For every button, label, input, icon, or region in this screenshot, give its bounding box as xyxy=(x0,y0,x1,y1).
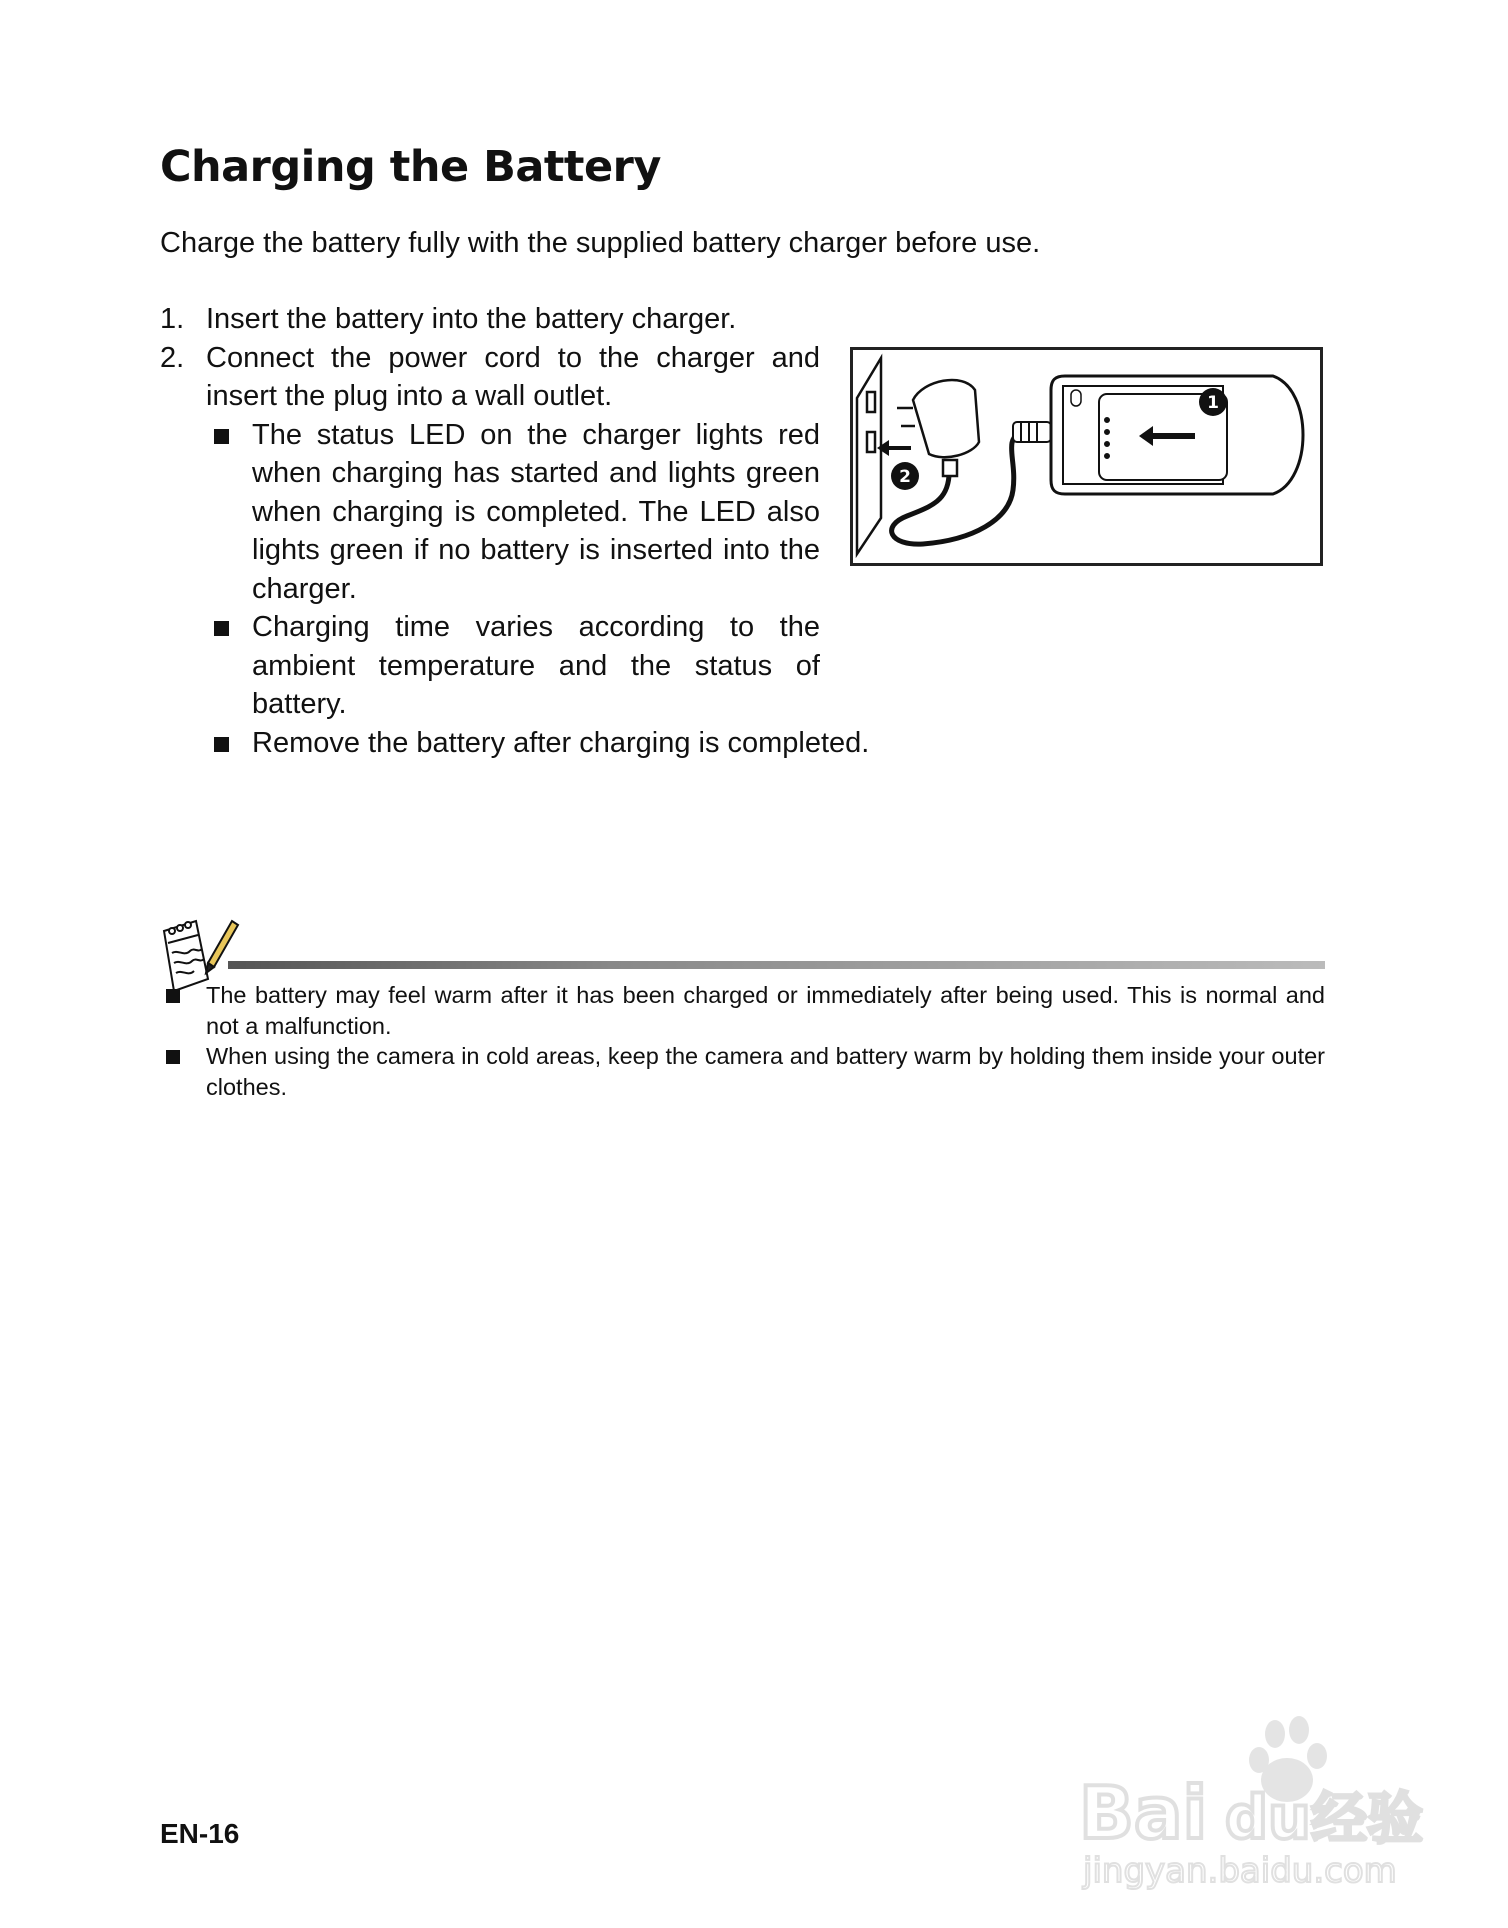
callout-2-icon xyxy=(891,462,919,490)
callout-2-label: 2 xyxy=(899,467,911,487)
note-text: The battery may feel warm after it has been charged or immediately after being used. This is normal and not a malfunction. xyxy=(206,982,1325,1039)
bullet-square-icon xyxy=(214,429,229,444)
bullet-square-icon xyxy=(214,621,229,636)
page-title: Charging the Battery xyxy=(160,142,661,192)
bullet-item xyxy=(206,724,892,763)
wall-outlet xyxy=(857,358,881,554)
step-number: 1. xyxy=(160,303,185,335)
dc-plug xyxy=(1013,422,1051,442)
callout-1-label: 1 xyxy=(1207,393,1219,413)
step-text: Insert the battery into the battery charger. xyxy=(206,303,737,335)
svg-text:du: du xyxy=(1225,1783,1311,1853)
bullet-text: Remove the battery after charging is completed. xyxy=(252,726,870,759)
svg-text:Bai: Bai xyxy=(1079,1771,1208,1855)
note-divider xyxy=(228,961,1325,969)
charger-illustration xyxy=(850,347,1323,566)
steps-list xyxy=(160,300,870,762)
callout-1-icon xyxy=(1199,388,1227,416)
baidu-watermark-logo xyxy=(1075,1710,1435,1890)
note-item xyxy=(160,1041,1325,1102)
bullet-text: Charging time varies according to the ambient temperature and the status of battery. xyxy=(252,611,820,720)
intro-paragraph: Charge the battery fully with the supplied battery charger before use. xyxy=(160,227,1041,259)
bullet-item xyxy=(206,416,820,609)
notes-list xyxy=(160,980,1325,1102)
bullet-square-icon xyxy=(214,737,229,752)
bullet-square-icon xyxy=(166,1050,180,1064)
step-item xyxy=(160,300,820,339)
step-number: 2. xyxy=(160,341,185,374)
step-text: Connect the power cord to the charger and insert the plug into a wall outlet. xyxy=(206,341,820,412)
step-item xyxy=(160,339,820,416)
bullet-text: The status LED on the charger lights red when charging has started and lights green when charging is completed. The LED also lights green if no battery is inserted into the charger. xyxy=(252,418,820,605)
note-text: When using the camera in cold areas, keep the camera and battery warm by holding them inside your outer clothes. xyxy=(206,1043,1325,1100)
svg-text:jingyan.baidu.com: jingyan.baidu.com xyxy=(1083,1851,1397,1890)
bullet-item xyxy=(206,608,820,724)
note-item xyxy=(160,980,1325,1041)
svg-text:经验: 经验 xyxy=(1311,1787,1423,1852)
bullet-square-icon xyxy=(166,989,180,1003)
page-number: EN-16 xyxy=(160,1818,240,1849)
power-adapter xyxy=(897,380,979,476)
